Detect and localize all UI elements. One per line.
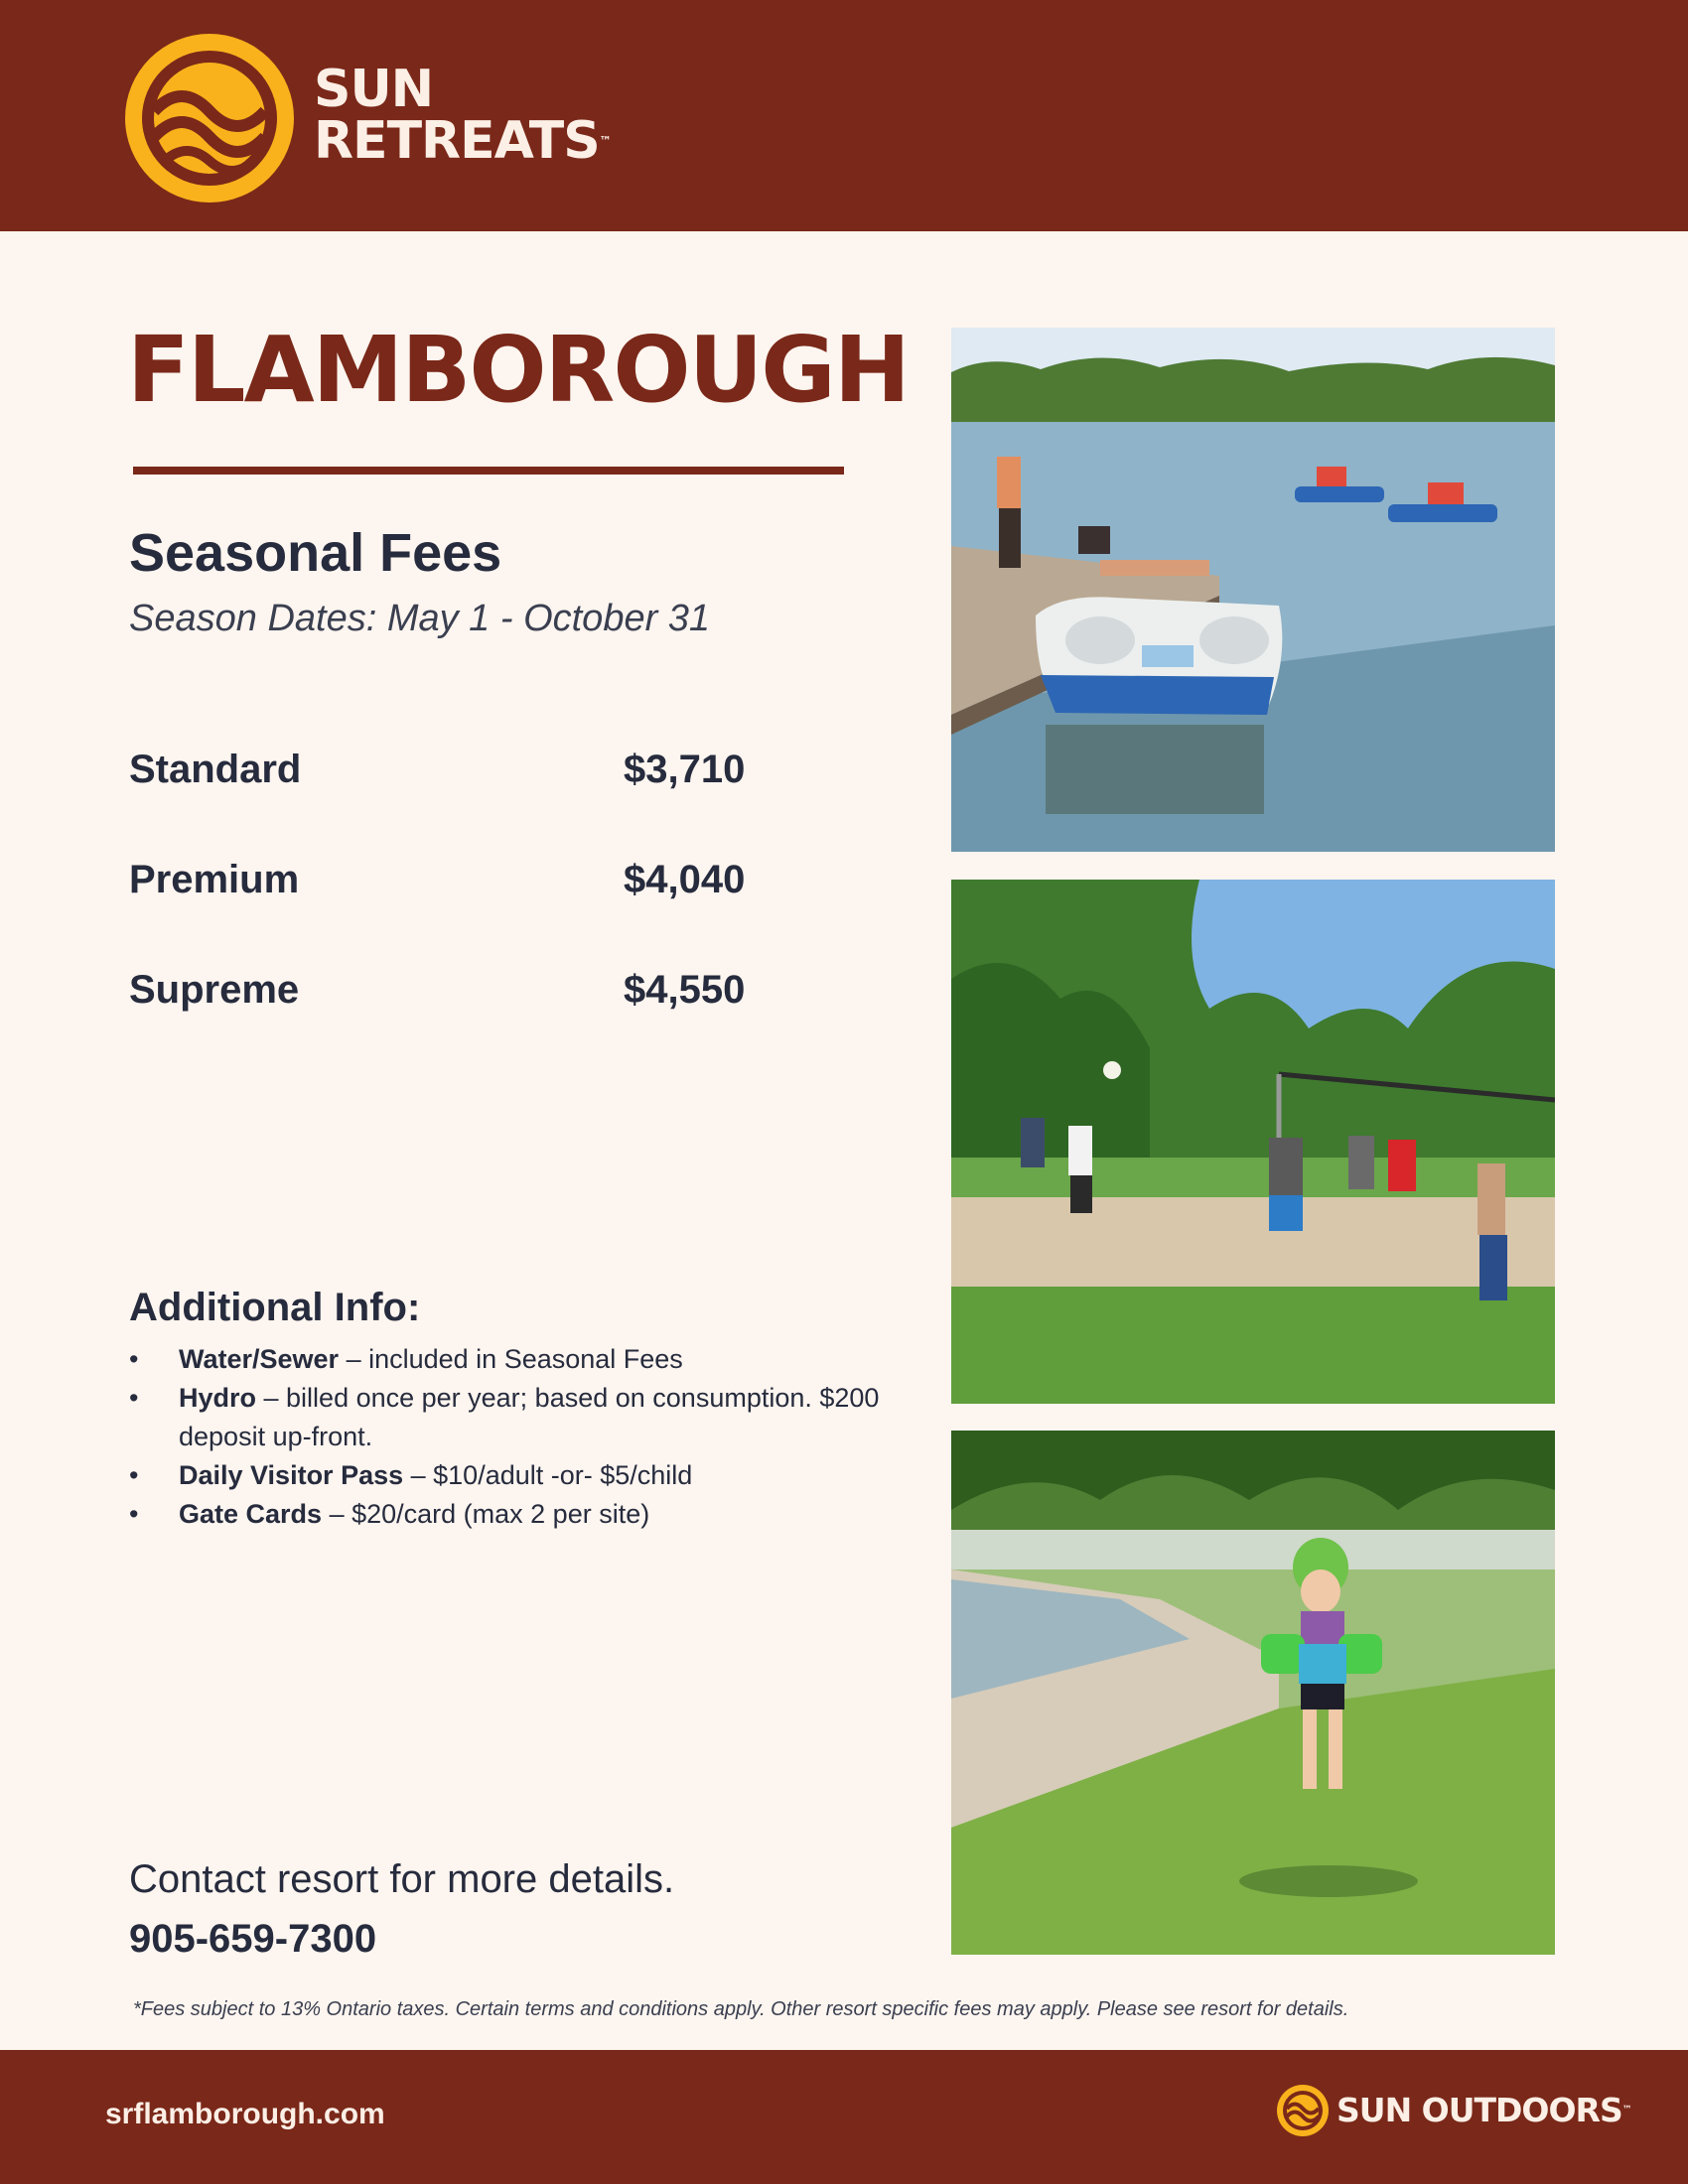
page-title: FLAMBOROUGH <box>127 317 909 423</box>
brand-wordmark <box>314 60 612 171</box>
list-item <box>129 1495 884 1534</box>
fee-name-standard: Standard <box>129 748 302 791</box>
additional-info-list <box>129 1340 884 1534</box>
child-life-jacket-photo <box>951 1431 1555 1955</box>
fine-print: *Fees subject to 13% Ontario taxes. Certain terms and conditions apply. Other resort specific fees may apply. Please see resort for details. <box>133 1998 1349 2020</box>
list-item <box>129 1379 884 1456</box>
sun-outdoors-logo-icon <box>1277 2085 1329 2136</box>
additional-info-heading: Additional Info: <box>129 1286 421 1329</box>
brand-line-retreats: RETREATS <box>314 111 600 171</box>
fee-price-standard: $3,710 <box>624 748 746 791</box>
fee-name-premium: Premium <box>129 858 300 901</box>
beach-volleyball-photo <box>951 880 1555 1404</box>
info-text: – billed once per year; based on consumption. $200 deposit up-front. <box>179 1383 880 1451</box>
fee-price-supreme: $4,550 <box>624 968 746 1012</box>
brand-trademark: ™ <box>599 134 612 148</box>
info-label: Daily Visitor Pass <box>179 1460 404 1490</box>
info-label: Hydro <box>179 1383 257 1413</box>
lake-dock-pedal-boats-photo <box>951 328 1555 852</box>
sun-retreats-logo-icon <box>125 34 294 203</box>
info-text: – included in Seasonal Fees <box>339 1344 683 1374</box>
list-item <box>129 1340 884 1379</box>
season-dates: Season Dates: May 1 - October 31 <box>129 598 711 639</box>
info-label: Water/Sewer <box>179 1344 340 1374</box>
sun-outdoors-wordmark <box>1336 2089 1632 2132</box>
info-text: – $20/card (max 2 per site) <box>322 1499 650 1529</box>
sun-outdoors-brand: SUN OUTDOORS <box>1336 2091 1622 2129</box>
contact-phone[interactable]: 905-659-7300 <box>129 1917 377 1961</box>
fee-price-premium: $4,040 <box>624 858 746 901</box>
sun-outdoors-trademark: ™ <box>1621 2105 1632 2116</box>
fee-name-supreme: Supreme <box>129 968 300 1012</box>
contact-text: Contact resort for more details. <box>129 1857 675 1901</box>
title-divider <box>133 467 844 475</box>
list-item <box>129 1456 884 1495</box>
website-link[interactable]: srflamborough.com <box>105 2098 385 2130</box>
section-title: Seasonal Fees <box>129 523 502 583</box>
info-text: – $10/adult -or- $5/child <box>403 1460 693 1490</box>
info-label: Gate Cards <box>179 1499 323 1529</box>
brand-line-sun: SUN <box>314 60 434 119</box>
